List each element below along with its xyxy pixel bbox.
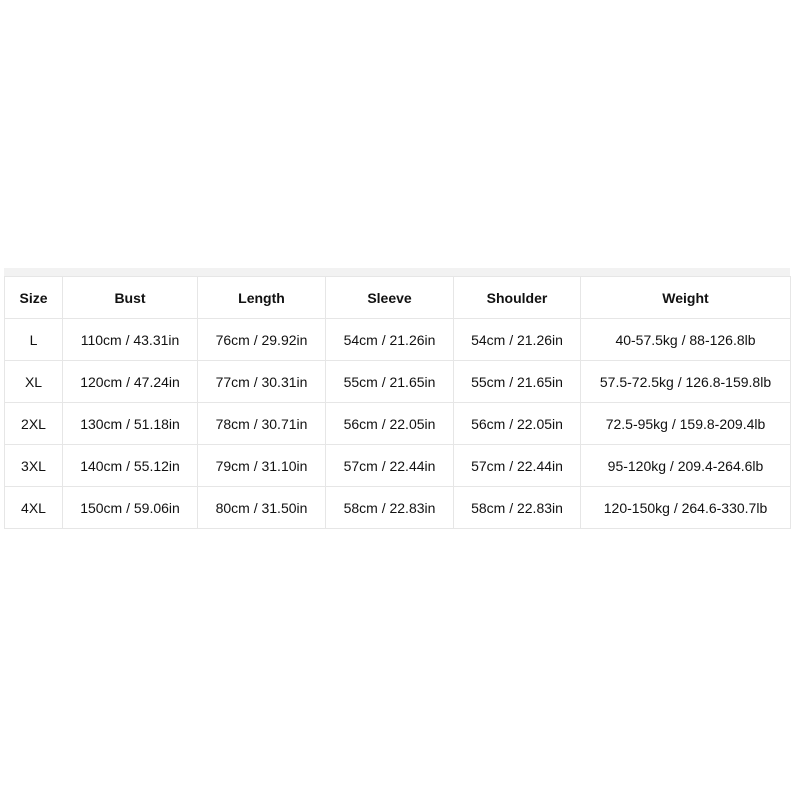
cell-shoulder: 55cm / 21.65in <box>454 361 581 403</box>
table-row <box>5 319 791 361</box>
cell-size: XL <box>5 361 63 403</box>
header-length: Length <box>198 277 326 319</box>
cell-length: 77cm / 30.31in <box>198 361 326 403</box>
header-shoulder: Shoulder <box>454 277 581 319</box>
cell-sleeve: 58cm / 22.83in <box>326 487 454 529</box>
cell-bust: 130cm / 51.18in <box>63 403 198 445</box>
cell-shoulder: 57cm / 22.44in <box>454 445 581 487</box>
table-header-row <box>5 277 791 319</box>
cell-weight: 57.5-72.5kg / 126.8-159.8lb <box>581 361 791 403</box>
cell-shoulder: 58cm / 22.83in <box>454 487 581 529</box>
cell-weight: 72.5-95kg / 159.8-209.4lb <box>581 403 791 445</box>
cell-bust: 120cm / 47.24in <box>63 361 198 403</box>
cell-sleeve: 56cm / 22.05in <box>326 403 454 445</box>
cell-length: 78cm / 30.71in <box>198 403 326 445</box>
header-weight: Weight <box>581 277 791 319</box>
cell-size: L <box>5 319 63 361</box>
cell-length: 80cm / 31.50in <box>198 487 326 529</box>
cell-length: 79cm / 31.10in <box>198 445 326 487</box>
cell-bust: 150cm / 59.06in <box>63 487 198 529</box>
cell-weight: 120-150kg / 264.6-330.7lb <box>581 487 791 529</box>
cell-sleeve: 54cm / 21.26in <box>326 319 454 361</box>
cell-weight: 95-120kg / 209.4-264.6lb <box>581 445 791 487</box>
table-row <box>5 487 791 529</box>
cell-bust: 110cm / 43.31in <box>63 319 198 361</box>
table-row <box>5 403 791 445</box>
cell-weight: 40-57.5kg / 88-126.8lb <box>581 319 791 361</box>
cell-length: 76cm / 29.92in <box>198 319 326 361</box>
table-row <box>5 445 791 487</box>
cell-size: 3XL <box>5 445 63 487</box>
cell-sleeve: 57cm / 22.44in <box>326 445 454 487</box>
cell-bust: 140cm / 55.12in <box>63 445 198 487</box>
header-sleeve: Sleeve <box>326 277 454 319</box>
header-size: Size <box>5 277 63 319</box>
cell-shoulder: 56cm / 22.05in <box>454 403 581 445</box>
cell-sleeve: 55cm / 21.65in <box>326 361 454 403</box>
table-top-shadow <box>4 268 790 276</box>
cell-size: 2XL <box>5 403 63 445</box>
header-bust: Bust <box>63 277 198 319</box>
table-row <box>5 361 791 403</box>
cell-shoulder: 54cm / 21.26in <box>454 319 581 361</box>
size-chart-table <box>4 276 791 529</box>
cell-size: 4XL <box>5 487 63 529</box>
